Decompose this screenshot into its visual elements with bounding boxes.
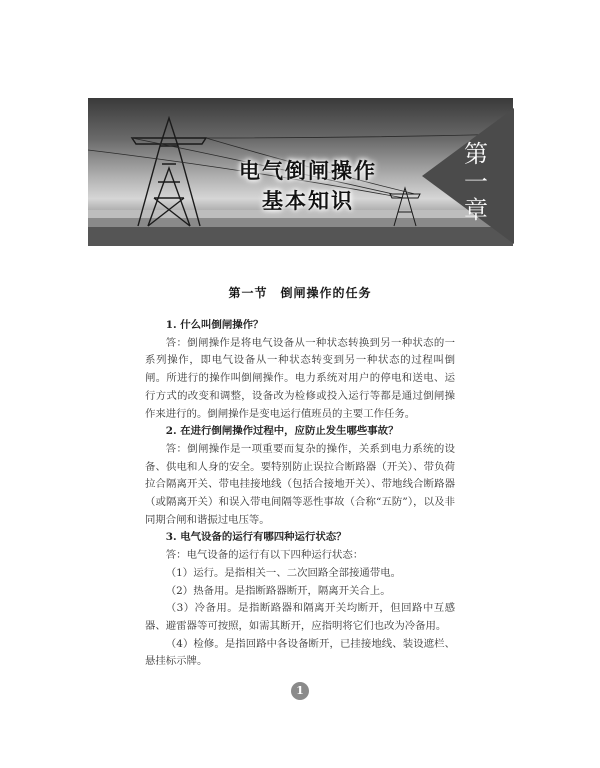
body-text [145, 317, 455, 671]
question-paragraph: 1. 什么叫倒闸操作？ [165, 319, 264, 331]
page-number: 1 [291, 682, 309, 700]
chapter-title [233, 156, 383, 216]
large-tower [132, 118, 206, 226]
answer-paragraph: 答：电气设备的运行有以下四种运行状态： [165, 549, 364, 562]
answer-paragraph: 答：倒闸操作是一项重要而复杂的操作，关系到电力系统的设备、供电和人身的安全。要特别防止误拉合断路器（开关）、带负荷拉合隔离开关、带电挂接地线（包括合接地开关）、带地线合断路器（或隔离开关）和误入带电间隔等恶性事故（合称“五防”），以及非同期合闸和谐振过电压等。 [145, 442, 455, 526]
list-item: （3）冷备用。是指断路器和隔离开关均断开，但回路中互感器、避雷器等可按照，如需其断开，应指明将它们也改为冷备用。 [145, 602, 455, 632]
question-paragraph: 3. 电气设备的运行有哪四种运行状态？ [165, 531, 347, 544]
chapter-title-line2: 基本知识 [262, 189, 354, 213]
list-item: （4）检修。是指回路中各设备断开，已挂接地线、装设遮栏、悬挂标示牌。 [145, 637, 455, 668]
chapter-number [456, 140, 496, 224]
chapter-char: 一 [464, 168, 488, 196]
chapter-char: 章 [464, 196, 488, 224]
question-paragraph: 2. 在进行倒闸操作过程中，应防止发生哪些事故？ [165, 425, 399, 438]
chapter-char: 第 [464, 140, 488, 168]
list-item: （2）热备用。是指断路器断开，隔离开关合上。 [165, 584, 391, 597]
answer-paragraph: 答：倒闸操作是将电气设备从一种状态转换到另一种状态的一系列操作，即电气设备从一种状态转变到另一种状态的过程叫倒闸。所进行的操作叫倒闸操作。电力系统对用户的停电和送电、运行方式的改变和调整，设备改为检修或投入运行等都是通过倒闸操作来进行的。倒闸操作是变电运行值班员的主要工作任务。 [145, 336, 455, 420]
chapter-title-line1: 电气倒闸操作 [239, 159, 377, 183]
section-heading: 第一节 倒闸操作的任务 [228, 286, 372, 300]
list-item: （1）运行。是指相关一、二次回路全部接通带电。 [165, 566, 401, 579]
